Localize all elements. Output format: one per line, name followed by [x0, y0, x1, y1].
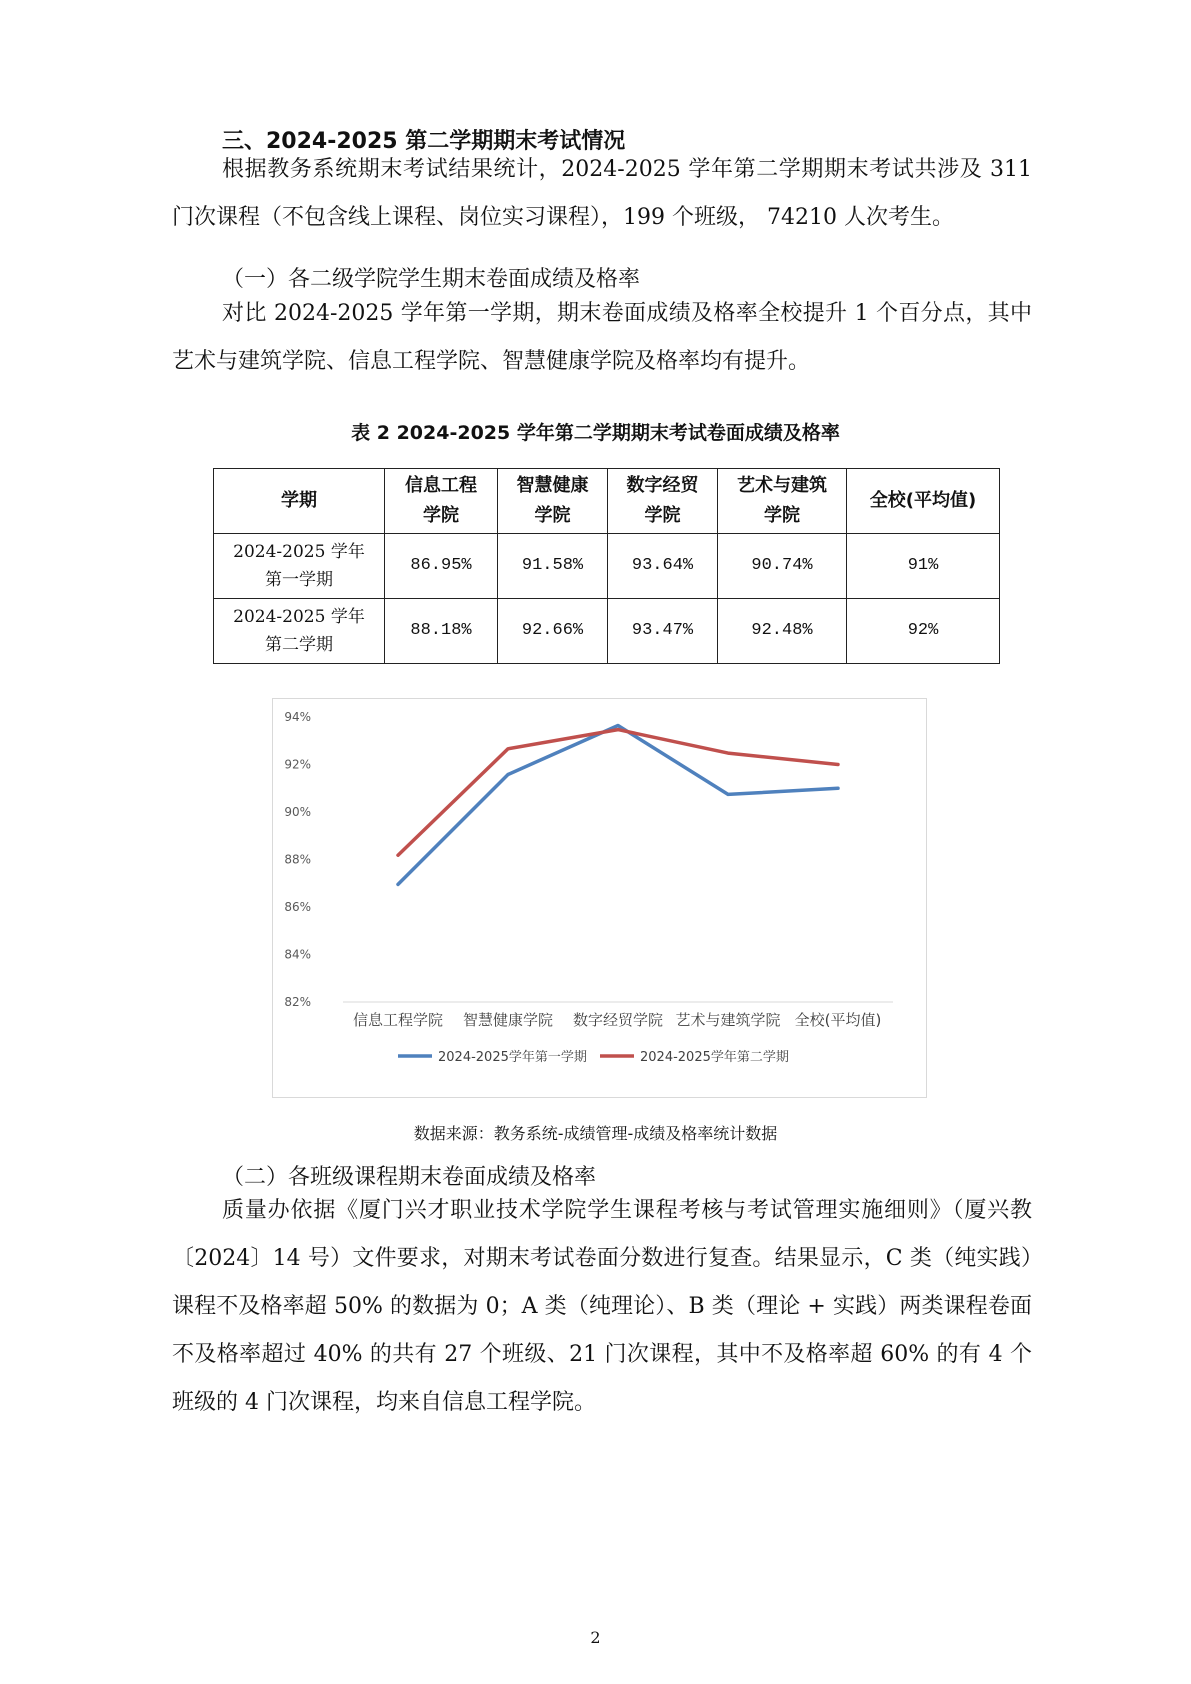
- header-line: 学院: [764, 505, 800, 526]
- table-header-cell: [498, 469, 608, 534]
- value-cell: 93.47%: [608, 599, 718, 664]
- header-line: 艺术与建筑: [737, 475, 827, 496]
- value-cell: 92%: [847, 599, 1000, 664]
- subsection1-paragraph: 对比 2024-2025 学年第一学期，期末卷面成绩及格率全校提升 1 个百分点，其中艺术与建筑学院、信息工程学院、智慧健康学院及格率均有提升。: [172, 301, 1032, 374]
- header-line: 数字经贸: [626, 475, 699, 496]
- legend-label: 2024-2025学年第二学期: [640, 1050, 789, 1065]
- y-tick-label: 92%: [284, 757, 311, 772]
- table-caption: 表 2 2024-2025 学年第二学期期末考试卷面成绩及格率: [351, 422, 840, 444]
- header-line: 学院: [644, 505, 681, 526]
- value-cell: 92.66%: [498, 599, 608, 664]
- value-cell: 93.64%: [608, 534, 718, 599]
- x-category-label: 艺术与建筑学院: [675, 1011, 781, 1029]
- x-category-label: 智慧健康学院: [462, 1011, 554, 1029]
- value-cell: 91%: [847, 534, 1000, 599]
- series-line: [398, 726, 838, 885]
- term-cell: [214, 534, 385, 599]
- y-tick-label: 90%: [284, 805, 311, 819]
- chart-source-note: 数据来源：教务系统-成绩管理-成绩及格率统计数据: [413, 1124, 778, 1143]
- table-header-cell: [214, 469, 385, 534]
- value-cell: 86.95%: [385, 534, 498, 599]
- pass-rate-table: [213, 468, 1000, 664]
- term-line: 2024-2025 学年: [233, 607, 365, 627]
- value-cell: 91.58%: [498, 534, 608, 599]
- table-header-row: [214, 469, 1000, 534]
- x-category-label: 信息工程学院: [352, 1011, 444, 1029]
- header-line: 学院: [534, 505, 571, 526]
- subsection2-paragraph: 质量办依据《厦门兴才职业技术学院学生课程考核与考试管理实施细则》（厦兴教〔2024〕14 号）文件要求，对期末考试卷面分数进行复查。结果显示，C 类（纯实践）课程不及格率超 50% 的数据为 0；A 类（纯理论）、B 类（理论 + 实践）两类课程卷面不及格率超过 40% 的共有 27 个班级、21 门次课程，其中不及格率超 60% 的有 4 个班级的 4 门次课程，均来自信息工程学院。: [172, 1198, 1032, 1415]
- legend-label: 2024-2025学年第一学期: [438, 1050, 587, 1065]
- header-line: 学院: [423, 505, 459, 526]
- y-tick-label: 86%: [284, 900, 311, 914]
- y-tick-label: 88%: [284, 852, 311, 867]
- value-cell: 90.74%: [718, 534, 847, 599]
- value-cell: 88.18%: [385, 599, 498, 664]
- y-tick-label: 82%: [284, 995, 311, 1009]
- header-line: 信息工程: [405, 475, 477, 496]
- header-line: 学期: [281, 490, 317, 511]
- table-header-cell: [385, 469, 498, 534]
- page-number: 2: [590, 1628, 601, 1647]
- x-category-label: 全校(平均值): [794, 1011, 882, 1029]
- table-row: [214, 534, 1000, 599]
- subsection1-title: （一）各二级学院学生期末卷面成绩及格率: [222, 267, 641, 292]
- y-tick-label: 84%: [284, 947, 311, 962]
- table-row: [214, 599, 1000, 664]
- table-header-cell: [608, 469, 718, 534]
- value-cell: 92.48%: [718, 599, 847, 664]
- term-line: 第一学期: [265, 570, 333, 590]
- term-line: 第二学期: [265, 635, 333, 655]
- header-line: 智慧健康: [516, 475, 589, 496]
- pass-rate-line-chart: [272, 698, 927, 1098]
- x-category-label: 数字经贸学院: [572, 1011, 664, 1029]
- table-header-cell: [847, 469, 1000, 534]
- term-cell: [214, 599, 385, 664]
- chart-svg: [273, 699, 926, 1097]
- term-line: 2024-2025 学年: [233, 542, 365, 562]
- intro-paragraph: 根据教务系统期末考试结果统计，2024-2025 学年第二学期期末考试共涉及 311 门次课程（不包含线上课程、岗位实习课程），199 个班级， 74210 人次考生。: [172, 157, 1032, 230]
- header-line: 全校(平均值): [869, 490, 977, 511]
- section-heading: 三、2024-2025 第二学期期末考试情况: [222, 129, 626, 154]
- table-header-cell: [718, 469, 847, 534]
- subsection2-title: （二）各班级课程期末卷面成绩及格率: [222, 1165, 597, 1190]
- y-tick-label: 94%: [284, 710, 311, 724]
